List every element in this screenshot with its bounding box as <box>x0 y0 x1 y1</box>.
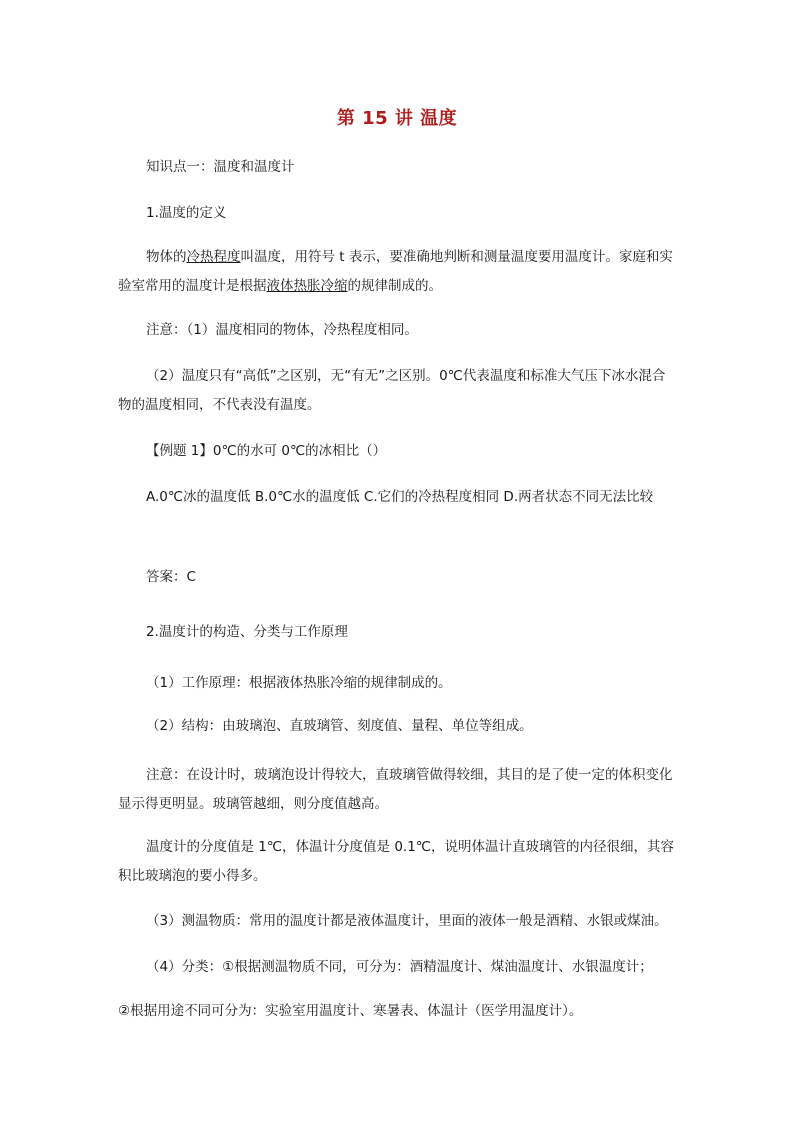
section-heading: 知识点一：温度和温度计 <box>146 159 295 175</box>
content-paragraph: （1）工作原理：根据液体热胀冷缩的规律制成的。 <box>146 675 452 691</box>
content-paragraph: ②根据用途不同可分为：实验室用温度计、寒暑表、体温计（医学用温度计）。 <box>118 1003 583 1019</box>
content-paragraph: 温度计的分度值是 1℃，体温计分度值是 0.1℃，说明体温计直玻璃管的内径很细，其容积比玻璃泡的要小得多。 <box>118 839 674 884</box>
page-title: 第 15 讲 温度 <box>336 108 458 129</box>
text-run: 叫温度，用符号 t 表示，要准确地判断和测量温度要用温度计。家庭和实验室常用的温度计是根据 <box>118 249 673 294</box>
text-run: 的规律制成的。 <box>347 278 442 294</box>
note-paragraph: 注意：（1）温度相同的物体，冷热程度相同。 <box>146 322 418 338</box>
content-paragraph: （2）结构：由玻璃泡、直玻璃管、刻度值、量程、单位等组成。 <box>146 718 533 734</box>
definition-paragraph <box>118 243 678 301</box>
text-run: 物体的 <box>146 249 187 265</box>
underlined-term: 冷热程度 <box>186 249 241 265</box>
content-paragraph: （3）测温物质：常用的温度计都是液体温度计，里面的液体一般是酒精、水银或煤油。 <box>146 913 668 929</box>
subsection-heading: 1.温度的定义 <box>146 205 227 221</box>
underlined-term: 液体热胀冷缩 <box>266 278 348 294</box>
subsection-heading: 2.温度计的构造、分类与工作原理 <box>146 624 348 640</box>
example-options: A.0℃冰的温度低 B.0℃水的温度低 C.它们的冷热程度相同 D.两者状态不同无法比较 <box>146 489 654 505</box>
example-question: 【例题 1】0℃的水可 0℃的冰相比（） <box>146 443 387 459</box>
content-paragraph: （4）分类：①根据测温物质不同，可分为：酒精温度计、煤油温度计、水银温度计； <box>146 959 653 975</box>
note-paragraph: 注意：在设计时，玻璃泡设计得较大，直玻璃管做得较细，其目的是了使一定的体积变化显示得更明显。玻璃管越细，则分度值越高。 <box>118 767 673 812</box>
note-paragraph: （2）温度只有“高低”之区别，无“有无”之区别。0℃代表温度和标准大气压下冰水混合物的温度相同，不代表没有温度。 <box>118 368 666 413</box>
example-answer: 答案：C <box>146 569 196 585</box>
